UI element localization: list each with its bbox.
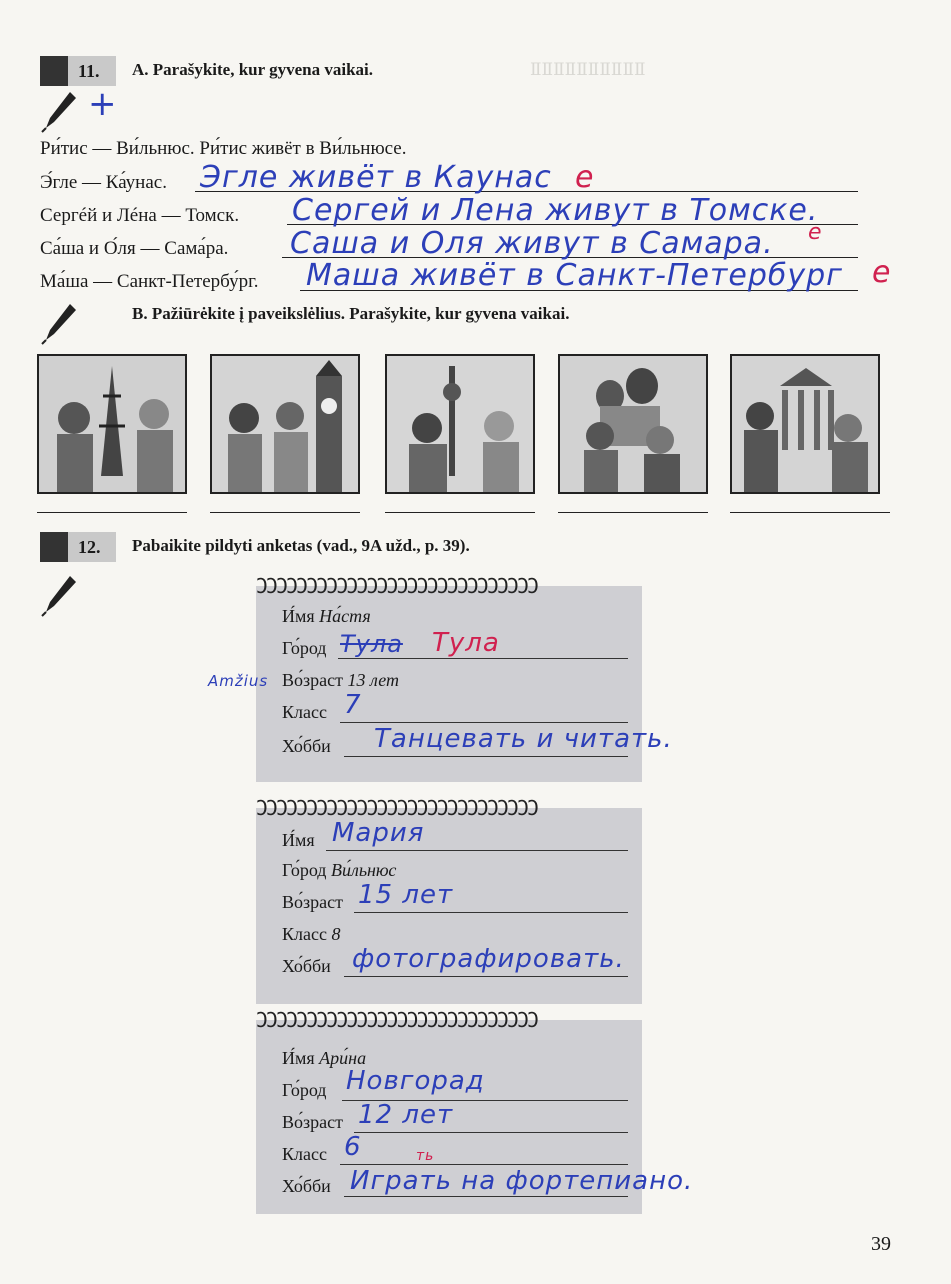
row-prompt-sasha: Са́ша и О́ля — Сама́ра. xyxy=(40,238,229,259)
hobby-field: Хо́бби xyxy=(282,1176,331,1196)
class-answer: 6 xyxy=(344,1132,362,1162)
questionnaire-card-3 xyxy=(256,1008,694,1214)
example-row: Ри́тис — Ви́льнюс. Ри́тис живёт в Ви́льнюсе. xyxy=(40,138,407,159)
tv-tower-picture xyxy=(385,354,535,494)
hobby-correction: ть xyxy=(416,1148,435,1164)
name-field: И́мя Ари́на xyxy=(282,1048,367,1068)
exercise-12-heading: Pabaikite pildyti anketas (vad., 9A užd., p. 39). xyxy=(132,536,470,555)
city-line xyxy=(338,658,628,659)
row-prompt-sergey: Сергéй и Лéна — Томск. xyxy=(40,205,240,226)
answer-egle: Эгле живёт в Каунас xyxy=(200,160,552,195)
exercise-12-number: 12. xyxy=(40,532,116,562)
correction-masha: е xyxy=(872,255,892,290)
hobby-field: Хо́бби xyxy=(282,736,331,756)
pen-icon xyxy=(40,572,80,618)
name-field: И́мя xyxy=(282,830,315,850)
class-field: Класс xyxy=(282,702,327,722)
questionnaire-card-1 xyxy=(256,574,673,782)
name-field: И́мя На́стя xyxy=(282,606,371,626)
hobby-line xyxy=(344,756,628,757)
answer-sergey: Сергей и Лена живут в Томске. xyxy=(292,193,819,228)
age-line xyxy=(354,912,628,913)
city-corrected-answer: Тула xyxy=(432,628,500,658)
city-answer: Новгорад xyxy=(346,1066,485,1096)
city-field: Го́род xyxy=(282,1080,327,1100)
church-domes-picture xyxy=(558,354,708,494)
picture-answer-line xyxy=(730,512,890,513)
bleed-through-text: ⅡⅡⅡⅡⅡⅡⅡⅡⅡⅡ xyxy=(530,60,646,79)
answer-sasha: Саша и Оля живут в Самара. xyxy=(290,226,774,261)
picture-answer-line xyxy=(37,512,187,513)
exercise-11-heading-b: B. Pažiūrėkite į paveikslėlius. Parašykite, kur gyvena vaikai. xyxy=(132,304,570,323)
correction-sasha: е xyxy=(808,220,823,245)
big-ben-picture xyxy=(210,354,360,494)
picture-answer-line xyxy=(385,512,535,513)
name-answer: Мария xyxy=(332,818,425,848)
exercise-11-number: 11. xyxy=(40,56,116,86)
row-prompt-egle: Э́гле — Ка́унас. xyxy=(40,172,167,193)
age-field: Во́зраст 13 лет xyxy=(282,670,400,690)
hobby-line xyxy=(344,1196,628,1197)
hobby-answer: Танцевать и читать. xyxy=(374,724,673,754)
eiffel-tower-picture xyxy=(37,354,187,494)
spiral-binding: ƆƆƆƆƆƆƆƆƆƆƆƆƆƆƆƆƆƆƆƆƆƆƆƆƆƆƆƆ xyxy=(256,1008,538,1032)
city-struck-answer: Тула xyxy=(340,630,403,658)
age-answer: 12 лет xyxy=(358,1100,454,1130)
hobby-field: Хо́бби xyxy=(282,956,331,976)
hobby-answer: фотографировать. xyxy=(352,944,625,974)
exercise-11-heading-a: A. Parašykite, kur gyvena vaikai. xyxy=(132,60,374,79)
age-field: Во́зраст xyxy=(282,1112,343,1132)
spiral-binding: ƆƆƆƆƆƆƆƆƆƆƆƆƆƆƆƆƆƆƆƆƆƆƆƆƆƆƆƆ xyxy=(256,796,538,820)
answer-masha: Маша живёт в Санкт-Петербург xyxy=(306,258,843,293)
pen-icon xyxy=(40,88,80,134)
name-line xyxy=(326,850,628,851)
age-answer: 15 лет xyxy=(358,880,454,910)
questionnaire-card-2 xyxy=(256,796,642,1004)
correction-egle: е xyxy=(575,160,595,195)
picture-answer-line xyxy=(558,512,708,513)
hobby-answer: Играть на фортепиано. xyxy=(350,1166,694,1196)
class-line xyxy=(340,722,628,723)
hobby-line xyxy=(344,976,628,977)
age-line xyxy=(354,1132,628,1133)
page-number: 39 xyxy=(871,1233,891,1255)
columned-building-picture xyxy=(730,354,880,494)
class-line xyxy=(340,1164,628,1165)
class-field: Класс xyxy=(282,1144,327,1164)
picture-answer-line xyxy=(210,512,360,513)
class-field: Класс 8 xyxy=(282,924,341,944)
age-field: Во́зраст xyxy=(282,892,343,912)
side-note: Amžius xyxy=(208,672,269,690)
class-answer: 7 xyxy=(344,690,362,720)
spiral-binding: ƆƆƆƆƆƆƆƆƆƆƆƆƆƆƆƆƆƆƆƆƆƆƆƆƆƆƆƆ xyxy=(256,574,538,598)
city-field: Го́род xyxy=(282,638,327,658)
row-prompt-masha: Ма́ша — Санкт-Петербу́рг. xyxy=(40,271,259,292)
check-mark: + xyxy=(88,84,118,124)
pen-icon xyxy=(40,300,80,346)
city-field: Го́род Ви́льнюс xyxy=(282,860,397,880)
